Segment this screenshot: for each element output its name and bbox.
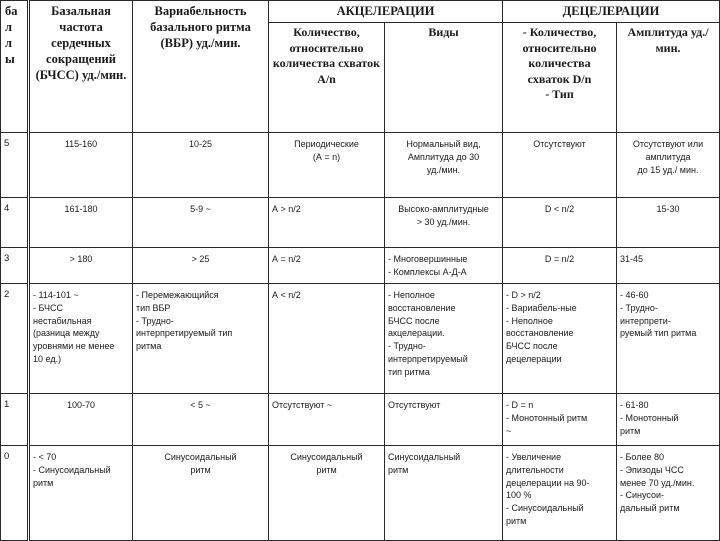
cell-bchss: - 114-101 ~ - БЧСС нестабильная (разница между уровнями не менее 10 ед.) <box>29 284 133 394</box>
cell-accel-types: - Многовершинные - Комплексы А-Д-А <box>385 248 503 284</box>
header-accel-types: Виды <box>385 23 503 133</box>
row-score: 0 <box>1 446 29 541</box>
cell-vbr: - Перемежающийся тип ВБР - Трудно- интерпретируемый тип ритма <box>133 284 269 394</box>
cell-accel-count: А = n/2 <box>269 248 385 284</box>
header-decel-count: - Количество, относительно количества схваток D/n - Тип <box>503 23 617 133</box>
cell-accel-count: Периодические (А = n) <box>269 133 385 198</box>
cell-vbr: Синусоидальный ритм <box>133 446 269 541</box>
cell-accel-count: А < n/2 <box>269 284 385 394</box>
cell-accel-types: Отсутствуют <box>385 394 503 446</box>
cell-decel-count: D < n/2 <box>503 198 617 248</box>
header-decelerations: ДЕЦЕЛЕРАЦИИ <box>503 1 720 23</box>
cell-vbr: 5-9 ~ <box>133 198 269 248</box>
cell-accel-count: Синусоидальный ритм <box>269 446 385 541</box>
cell-decel-count: - D = n - Монотонный ритм ~ <box>503 394 617 446</box>
cell-vbr: 10-25 <box>133 133 269 198</box>
cell-bchss: - < 70 - Синусоидальный ритм <box>29 446 133 541</box>
cell-vbr: < 5 ~ <box>133 394 269 446</box>
cell-decel-amplitude: Отсутствуют или амплитуда до 15 уд./ мин. <box>617 133 720 198</box>
row-score: 2 <box>1 284 29 394</box>
cell-accel-types: - Неполное восстановление БЧСС после акцелерации. - Трудно- интерпретируемый тип ритма <box>385 284 503 394</box>
header-accelerations: АКЦЕЛЕРАЦИИ <box>269 1 503 23</box>
cell-bchss: > 180 <box>29 248 133 284</box>
header-accel-count: Количество, относительно количества схваток А/n <box>269 23 385 133</box>
row-score: 1 <box>1 394 29 446</box>
cell-decel-amplitude: - 61-80 - Монотонный ритм <box>617 394 720 446</box>
cell-decel-amplitude: 15-30 <box>617 198 720 248</box>
cell-bchss: 100-70 <box>29 394 133 446</box>
row-score: 4 <box>1 198 29 248</box>
cell-decel-count: D = n/2 <box>503 248 617 284</box>
cell-accel-types: Синусоидальный ритм <box>385 446 503 541</box>
cell-bchss: 115-160 <box>29 133 133 198</box>
cell-accel-count: Отсутствуют ~ <box>269 394 385 446</box>
cell-decel-amplitude: - Более 80 - Эпизоды ЧСС менее 70 уд./мин. - Синусои- дальный ритм <box>617 446 720 541</box>
header-vbr: Вариабельность базального ритма (ВБР) уд./мин. <box>133 1 269 133</box>
cell-decel-count: - Увеличение длительности децелерации на 90- 100 % - Синусоидальный ритм <box>503 446 617 541</box>
cell-accel-types: Нормальный вид, Амплитуда до 30 уд./мин. <box>385 133 503 198</box>
cell-accel-types: Высоко-амплитудные > 30 уд./мин. <box>385 198 503 248</box>
header-decel-amplitude: Амплитуда уд./мин. <box>617 23 720 133</box>
cell-accel-count: А > n/2 <box>269 198 385 248</box>
table-row <box>1 133 720 198</box>
header-bchss: Базальная частота сердечных сокращений (БЧСС) уд./мин. <box>29 1 133 133</box>
header-score: ба л л ы <box>1 1 29 133</box>
table-row <box>1 394 720 446</box>
row-score: 3 <box>1 248 29 284</box>
table-row <box>1 446 720 541</box>
row-score: 5 <box>1 133 29 198</box>
cell-bchss: 161-180 <box>29 198 133 248</box>
cell-decel-amplitude: 31-45 <box>617 248 720 284</box>
table-row <box>1 284 720 394</box>
table-row <box>1 198 720 248</box>
cell-decel-count: - D > n/2 - Вариабель-ные - Неполное восстановление БЧСС после децелерации <box>503 284 617 394</box>
cell-decel-amplitude: - 46-60 - Трудно- интерпрети- руемый тип ритма <box>617 284 720 394</box>
cell-decel-count: Отсутствуют <box>503 133 617 198</box>
table-row <box>1 248 720 284</box>
cell-vbr: > 25 <box>133 248 269 284</box>
